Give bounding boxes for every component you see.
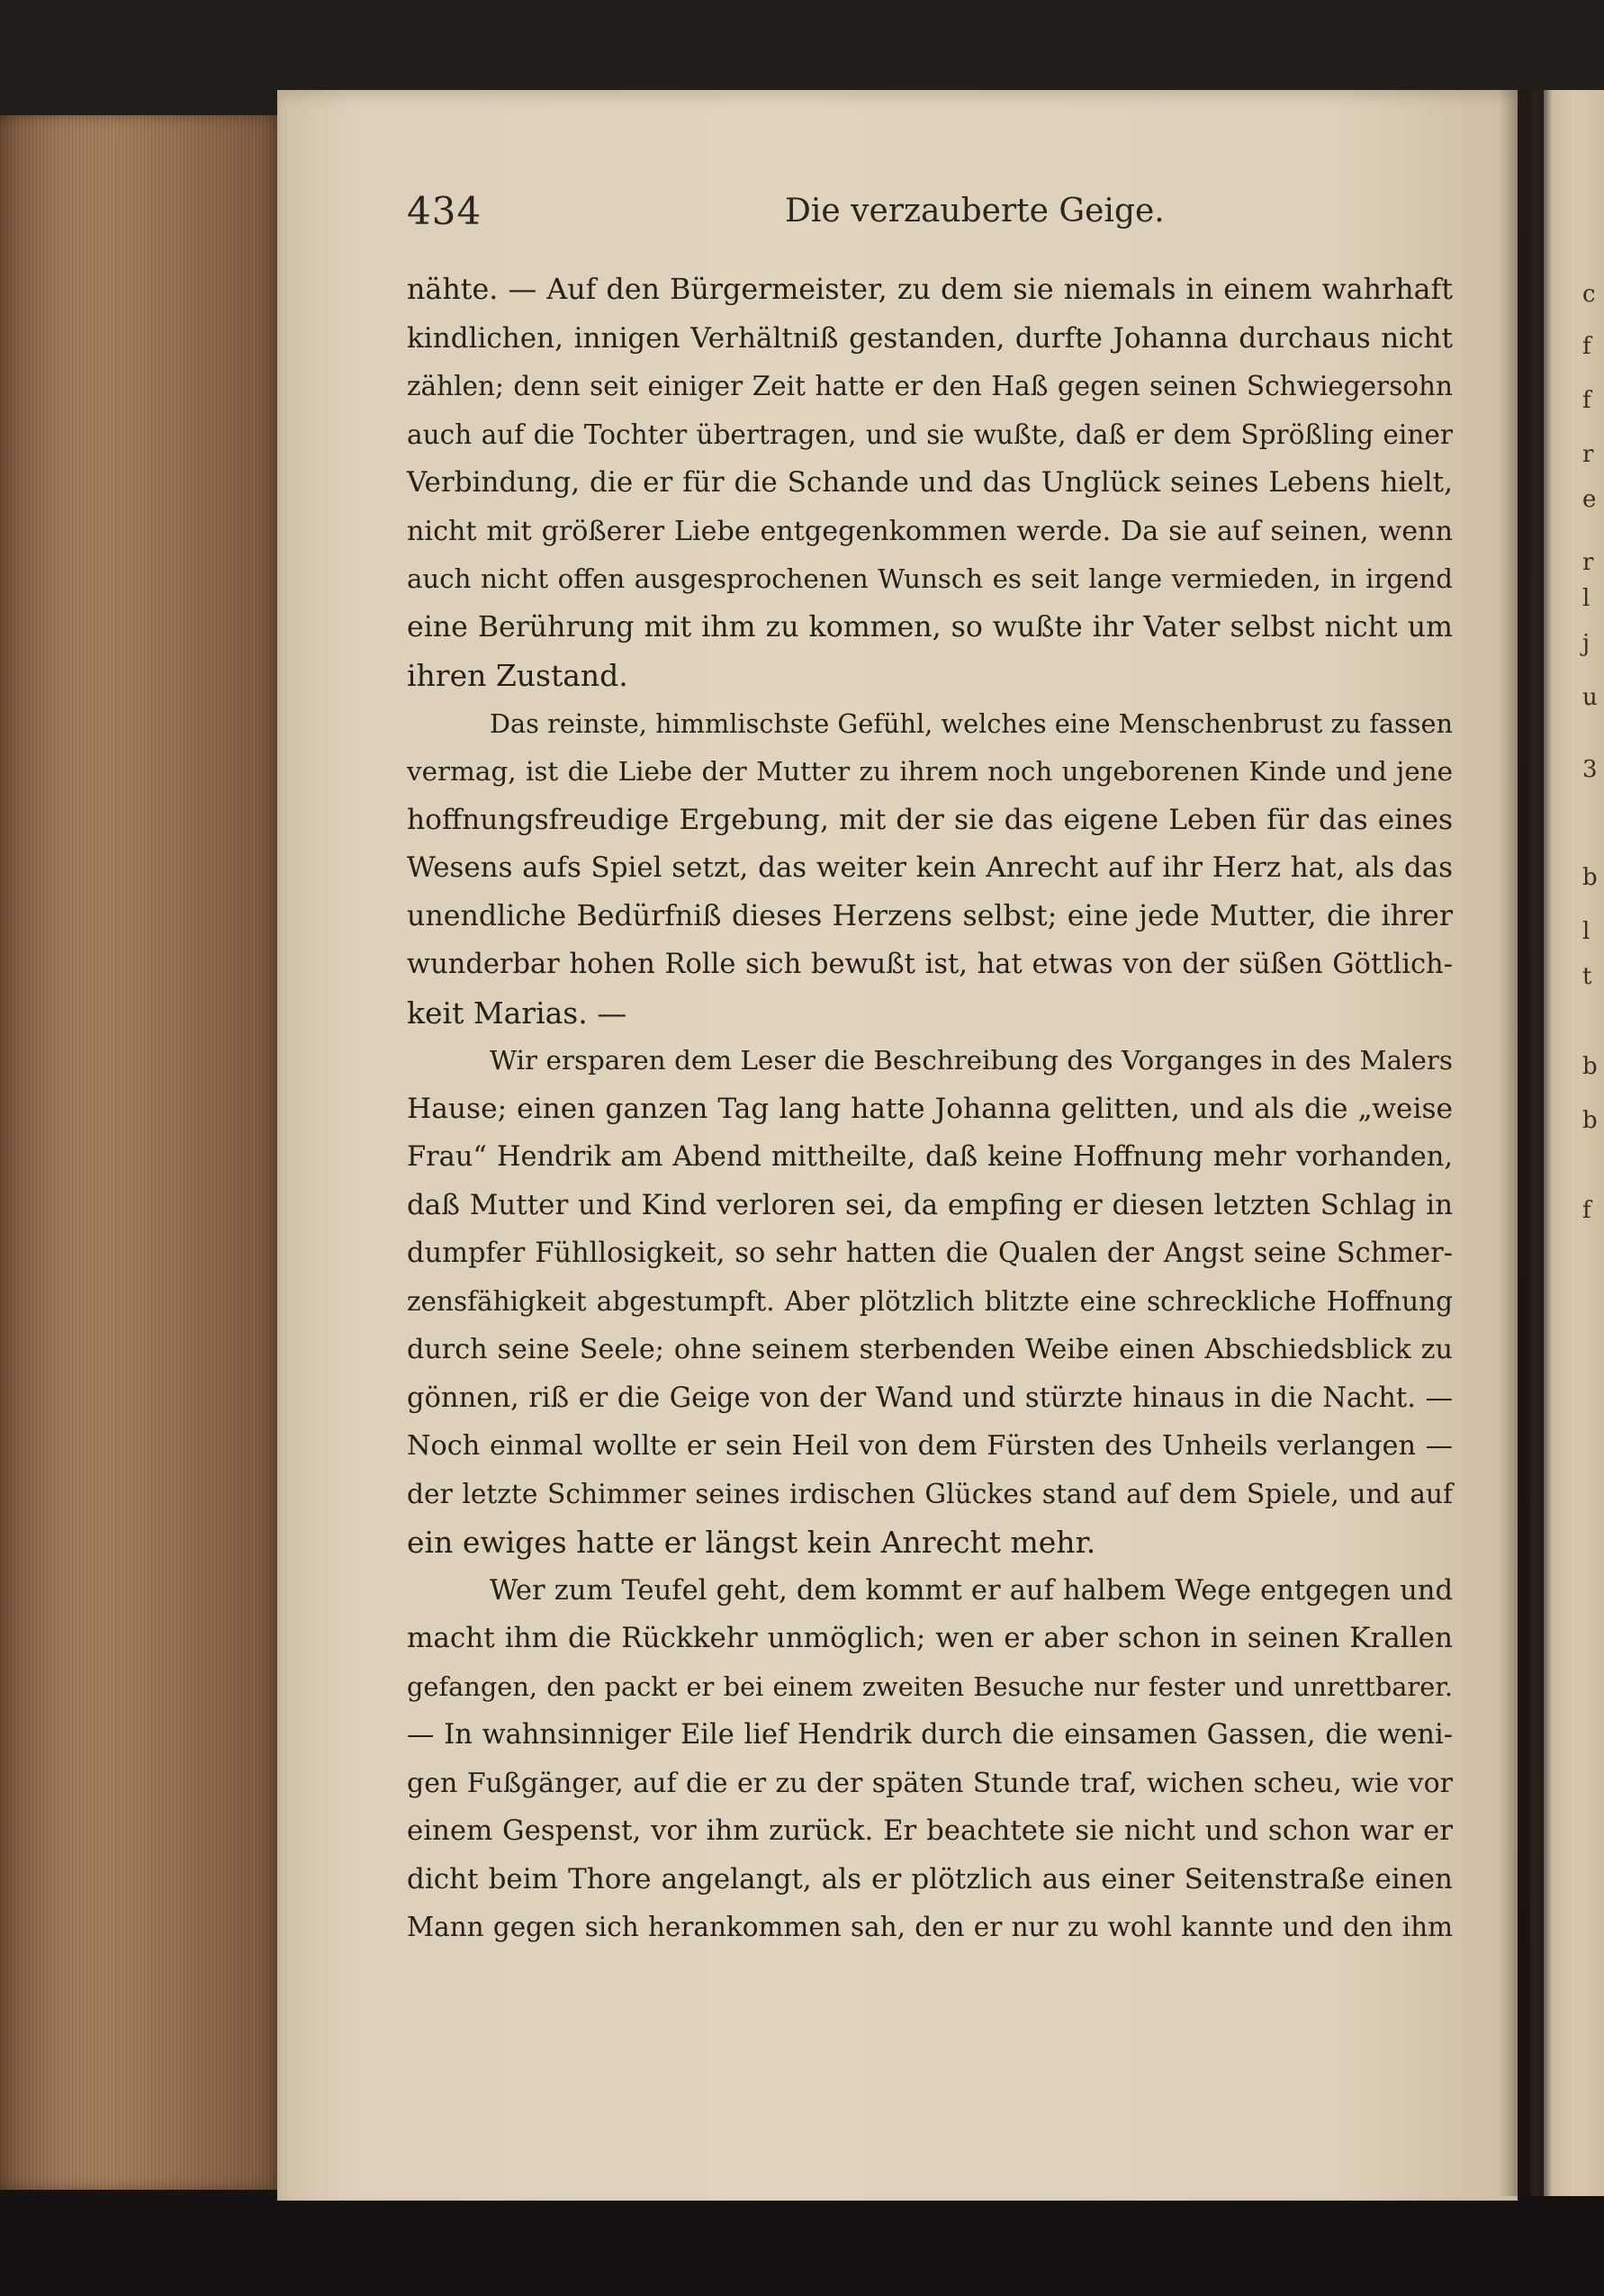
text-line: Hause; einen ganzen Tag lang hatte Johanna gelitten, und als die „weise — [407, 1092, 1453, 1125]
text-line: Das reinste, himmlischste Gefühl, welches eine Menschenbrust zu fassen — [490, 707, 1453, 739]
text-line: Verbindung, die er für die Schande und das Unglück seines Lebens hielt, — [407, 466, 1453, 499]
text-line: Wesens aufs Spiel setzt, das weiter kein Anrecht auf ihr Herz hat, als das — [407, 851, 1453, 884]
right-page-letter: t — [1582, 963, 1592, 990]
text-line: Noch einmal wollte er sein Heil von dem Fürsten des Unheils verlangen — — [407, 1430, 1453, 1462]
right-page-letter: l — [1582, 585, 1590, 612]
text-line: wunderbar hohen Rolle sich bewußt ist, hat etwas von der süßen Göttlich- — [407, 949, 1453, 980]
text-line: gönnen, riß er die Geige von der Wand und stürzte hinaus in die Nacht. — — [407, 1382, 1453, 1414]
right-page-letter: r — [1582, 549, 1594, 576]
text-line: nähte. — Auf den Bürgermeister, zu dem sie niemals in einem wahrhaft — [407, 274, 1453, 306]
text-line: zählen; denn seit einiger Zeit hatte er den Haß gegen seinen Schwiegersohn — [407, 371, 1453, 401]
text-line: einem Gespenst, vor ihm zurück. Er beachtete sie nicht und schon war er — [407, 1814, 1453, 1847]
text-line: macht ihm die Rückkehr unmöglich; wen er aber schon in seinen Krallen — [407, 1622, 1453, 1654]
right-page-letter: f — [1582, 1197, 1591, 1224]
text-line: kindlichen, innigen Verhältniß gestanden, durfte Johanna durchaus nicht — [407, 321, 1453, 355]
text-line: hoffnungsfreudige Ergebung, mit der sie das eigene Leben für das eines — [407, 803, 1453, 836]
text-line: gen Fußgänger, auf die er zu der späten Stunde traf, wichen scheu, wie vor — [407, 1767, 1453, 1799]
left-page-block — [0, 115, 281, 2190]
right-page-letter: f — [1582, 387, 1591, 414]
right-page-letter: u — [1582, 684, 1598, 711]
text-line: auch nicht offen ausgesprochenen Wunsch es seit lange vermieden, in irgend — [407, 563, 1453, 594]
right-page-letter: b — [1582, 1053, 1598, 1080]
text-line: zensfähigkeit abgestumpft. Aber plötzlich blitzte eine schreckliche Hoffnung — [407, 1285, 1453, 1317]
right-page-letter: f — [1582, 333, 1591, 360]
text-line: dumpfer Fühllosigkeit, so sehr hatten die Qualen der Angst seine Schmer- — [407, 1238, 1453, 1269]
text-line: daß Mutter und Kind verloren sei, da empfing er diesen letzten Schlag in — [407, 1188, 1453, 1221]
text-line: durch seine Seele; ohne seinem sterbenden Weibe einen Abschiedsblick zu — [407, 1334, 1453, 1365]
running-head — [407, 189, 1442, 239]
right-page-letter: b — [1582, 1107, 1598, 1134]
text-line: gefangen, den packt er bei einem zweiten Besuche nur fester und unrettbarer. — [407, 1670, 1453, 1702]
page-number: 434 — [407, 189, 482, 233]
text-line: unendliche Bedürfniß dieses Herzens selbst; eine jede Mutter, die ihrer — [407, 899, 1453, 932]
right-page-letter: r — [1582, 441, 1594, 468]
right-page-letter: j — [1582, 630, 1590, 657]
text-line: eine Berührung mit ihm zu kommen, so wußte ihr Vater selbst nicht um — [407, 610, 1453, 644]
text-line: Mann gegen sich herankommen sah, den er nur zu wohl kannte und den ihm — [407, 1912, 1453, 1942]
text-line: ein ewiges hatte er längst kein Anrecht mehr. — [407, 1525, 1096, 1560]
text-line: Wir ersparen dem Leser die Beschreibung des Vorganges in des Malers — [490, 1045, 1453, 1076]
text-line: nicht mit größerer Liebe entgegenkommen werde. Da sie auf seinen, wenn — [407, 515, 1453, 547]
text-line: — In wahnsinniger Eile lief Hendrik durch die einsamen Gassen, die weni- — [407, 1719, 1453, 1751]
right-page-letter: b — [1582, 864, 1598, 891]
gutter-shadow — [1499, 90, 1544, 2196]
text-line: vermag, ist die Liebe der Mutter zu ihrem noch ungeborenen Kinde und jene — [407, 756, 1453, 787]
right-page-letter: c — [1582, 281, 1596, 308]
right-page-letter: e — [1582, 486, 1597, 513]
text-line: der letzte Schimmer seines irdischen Glückes stand auf dem Spiele, und auf — [407, 1478, 1453, 1510]
text-line: dicht beim Thore angelangt, als er plötzlich aus einer Seitenstraße einen — [407, 1862, 1453, 1895]
text-line: Wer zum Teufel geht, dem kommt er auf halbem Wege entgegen und — [490, 1574, 1453, 1607]
body-text — [407, 266, 1453, 1952]
right-page-letter: 3 — [1582, 756, 1598, 783]
text-line: ihren Zustand. — [407, 658, 628, 693]
text-line: auch auf die Tochter übertragen, und sie wußte, daß er dem Sprößling einer — [407, 419, 1453, 450]
running-title: Die verzauberte Geige. — [785, 193, 1165, 230]
right-page-letter: l — [1582, 918, 1590, 945]
text-line: keit Marias. — — [407, 995, 627, 1031]
text-line: Frau“ Hendrik am Abend mittheilte, daß keine Hoffnung mehr vorhanden, — [407, 1141, 1453, 1173]
